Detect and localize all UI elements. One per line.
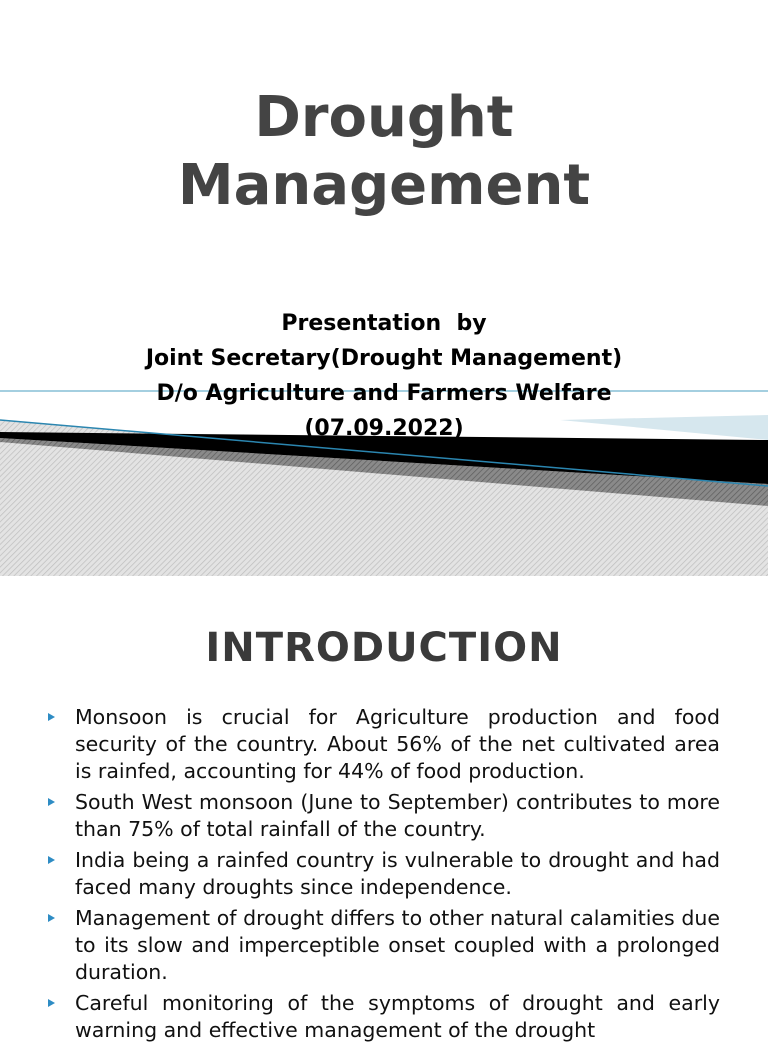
- introduction-title: INTRODUCTION: [205, 625, 563, 671]
- title-line-1: Drought: [254, 85, 514, 150]
- bullet-text: India being a rainfed country is vulnerable to drought and had faced many droughts since independence.: [75, 848, 720, 899]
- subtitle-line-4: (07.09.2022): [304, 416, 464, 441]
- bullet-arrow-icon: [48, 999, 55, 1007]
- list-item: [48, 990, 720, 1044]
- bullet-text: Careful monitoring of the symptoms of drought and early warning and effective management of the drought: [75, 991, 720, 1042]
- title-line-2: Management: [177, 153, 591, 218]
- bullet-arrow-icon: [48, 914, 55, 922]
- subtitle-line-1: Presentation by: [281, 311, 487, 336]
- bullet-text: South West monsoon (June to September) contributes to more than 75% of total rainfall of the country.: [75, 790, 720, 841]
- list-item: [48, 704, 720, 785]
- presentation-subtitle: [0, 306, 768, 446]
- list-item: [48, 905, 720, 986]
- introduction-slide: [0, 576, 768, 1042]
- bullet-arrow-icon: [48, 713, 55, 721]
- bullet-text: Monsoon is crucial for Agriculture production and food security of the country. About 56% of the net cultivated area is rainfed, accounting for 44% of food production.: [75, 705, 720, 783]
- subtitle-line-3: D/o Agriculture and Farmers Welfare: [156, 381, 612, 406]
- bullet-text: Management of drought differs to other natural calamities due to its slow and imperceptible onset coupled with a prolonged duration.: [75, 906, 720, 984]
- bullet-arrow-icon: [48, 856, 55, 864]
- slide-title: [0, 84, 768, 220]
- list-item: [48, 847, 720, 901]
- bullet-arrow-icon: [48, 798, 55, 806]
- subtitle-line-2: Joint Secretary(Drought Management): [145, 346, 623, 371]
- bullet-list: [48, 704, 720, 1048]
- list-item: [48, 789, 720, 843]
